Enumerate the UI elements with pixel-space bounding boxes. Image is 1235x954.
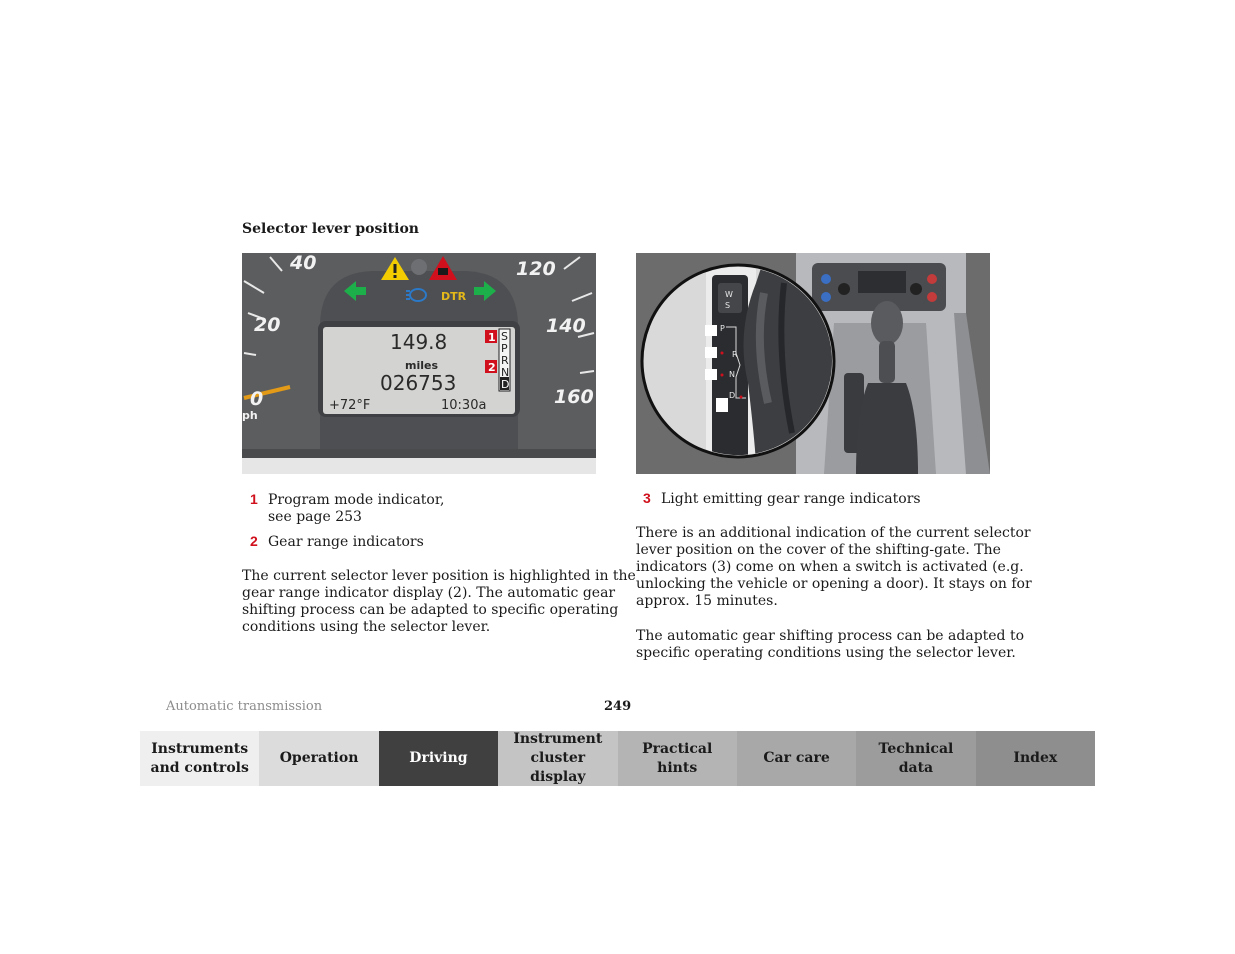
legend-text: Program mode indicator, bbox=[268, 492, 445, 508]
paragraph-right-2 bbox=[636, 628, 1024, 662]
nav-tab-index[interactable]: Index bbox=[976, 731, 1095, 786]
speed-label-160: 160 bbox=[554, 386, 594, 408]
nav-tab-instrument-cluster-display[interactable]: Instrument cluster display bbox=[498, 731, 617, 786]
legend-item-1 bbox=[250, 491, 444, 526]
footer-section-name: Automatic transmission bbox=[166, 699, 323, 714]
selector-ws-s: S bbox=[725, 301, 731, 310]
chapter-nav bbox=[140, 731, 1095, 786]
callout-1: 1 bbox=[488, 331, 496, 344]
speed-label-140: 140 bbox=[546, 315, 586, 337]
paragraph-line: indicators (3) come on when a switch is activated (e.g. bbox=[636, 559, 1024, 575]
nav-tab-driving[interactable]: Driving bbox=[379, 731, 498, 786]
paragraph-line: specific operating conditions using the selector lever. bbox=[636, 645, 1016, 661]
gate-letter-r: R bbox=[732, 350, 738, 359]
selector-ws-w: W bbox=[725, 290, 733, 299]
legend-text: Gear range indicators bbox=[268, 534, 424, 550]
gear-letter-s: S bbox=[501, 330, 508, 343]
gate-letter-d: D bbox=[729, 391, 736, 400]
gear-letter-n: N bbox=[501, 366, 510, 379]
paragraph-line: The automatic gear shifting process can be adapted to bbox=[636, 628, 1025, 644]
legend-number: 2 bbox=[250, 533, 258, 549]
legend-text: Light emitting gear range indicators bbox=[661, 491, 921, 507]
paragraph-line: gear range indicator display (2). The automatic gear bbox=[242, 585, 616, 601]
callout-2: 2 bbox=[488, 361, 496, 374]
gear-selector-image bbox=[636, 253, 990, 474]
nav-tab-technical-data[interactable]: Technical data bbox=[856, 731, 975, 786]
legend-number: 1 bbox=[250, 491, 258, 507]
lcd-time: 10:30a bbox=[441, 398, 487, 413]
nav-tab-instruments-and-controls[interactable]: Instruments and controls bbox=[140, 731, 259, 786]
unit-fragment: ph bbox=[242, 409, 258, 422]
speed-label-20: 20 bbox=[254, 314, 281, 336]
instrument-cluster-image bbox=[242, 253, 596, 474]
dtr-label: DTR bbox=[441, 290, 467, 303]
speed-label-40: 40 bbox=[290, 253, 317, 274]
paragraph-line: The current selector lever position is highlighted in the bbox=[242, 568, 636, 584]
lcd-trip: 149.8 bbox=[390, 330, 448, 354]
nav-tab-operation[interactable]: Operation bbox=[259, 731, 378, 786]
paragraph-left bbox=[242, 568, 636, 636]
legend-item-3 bbox=[643, 490, 921, 508]
gear-letter-p: P bbox=[501, 342, 508, 355]
paragraph-line: conditions using the selector lever. bbox=[242, 619, 491, 635]
paragraph-right-1 bbox=[636, 525, 1032, 610]
paragraph-line: shifting process can be adapted to specific operating bbox=[242, 602, 619, 618]
gear-letter-r: R bbox=[501, 354, 509, 367]
paragraph-line: lever position on the cover of the shifting-gate. The bbox=[636, 542, 1001, 558]
lcd-temp: +72°F bbox=[329, 398, 371, 413]
nav-tab-practical-hints[interactable]: Practical hints bbox=[618, 731, 737, 786]
indicator-lamp-icon bbox=[411, 259, 427, 275]
paragraph-line: unlocking the vehicle or opening a door). It stays on for bbox=[636, 576, 1032, 592]
speed-label-0: 0 bbox=[250, 388, 264, 410]
gate-letter-p: P bbox=[720, 324, 725, 333]
paragraph-line: There is an additional indication of the current selector bbox=[636, 525, 1031, 541]
section-title: Selector lever position bbox=[242, 221, 419, 237]
speed-label-120: 120 bbox=[516, 258, 556, 280]
legend-item-2 bbox=[250, 533, 424, 551]
gear-range-indicator bbox=[499, 329, 510, 391]
paragraph-line: approx. 15 minutes. bbox=[636, 593, 778, 609]
gate-letter-n: N bbox=[729, 370, 735, 379]
legend-text-continued: see page 253 bbox=[268, 509, 362, 525]
legend-number: 3 bbox=[643, 490, 651, 506]
nav-tab-car-care[interactable]: Car care bbox=[737, 731, 856, 786]
lcd-odometer: 026753 bbox=[380, 371, 457, 395]
page-number: 249 bbox=[604, 699, 632, 714]
lcd-unit: miles bbox=[405, 359, 439, 372]
gear-letter-d: D bbox=[501, 378, 510, 391]
